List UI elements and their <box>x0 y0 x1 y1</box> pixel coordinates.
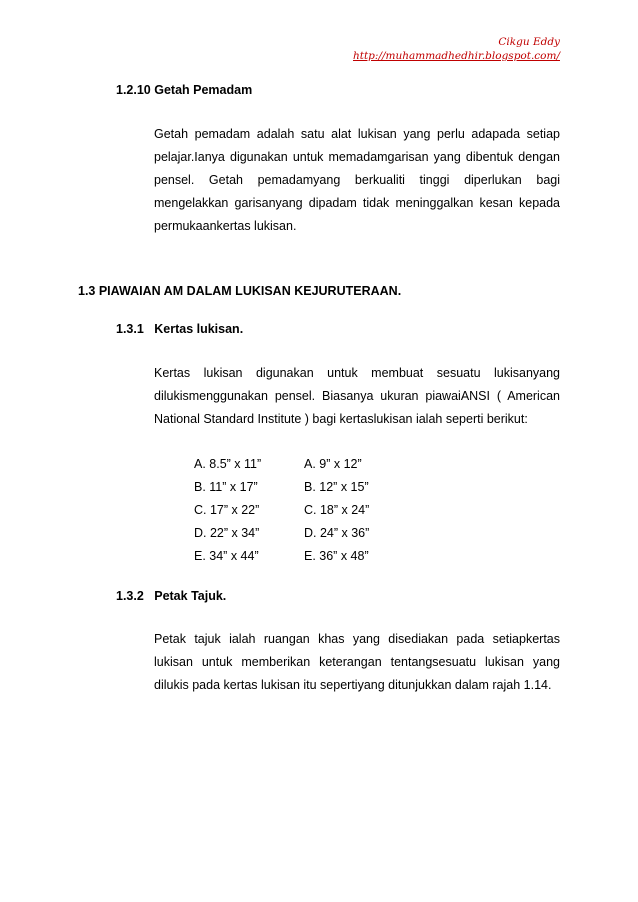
section-1-3-heading: 1.3 PIAWAIAN AM DALAM LUKISAN KEJURUTERAAN. <box>78 284 402 298</box>
section-1-3-1-heading <box>116 321 243 337</box>
list-item <box>194 545 494 568</box>
list-item <box>194 522 494 545</box>
section-number: 1.3.2 <box>116 589 144 603</box>
size-left: B. 11” x 17” <box>194 480 258 494</box>
section-1-3-1-paragraph: Kertas lukisan digunakan untuk membuat sesuatu lukisanyang dilukismenggunakan pensel. Biasanya ukuran piawaiANSI ( American National Standard Institute ) bagi kertaslukisan ialah seperti berikut: <box>154 366 560 426</box>
section-title: Petak Tajuk. <box>154 589 227 603</box>
section-title: Getah Pemadam <box>154 83 253 97</box>
list-item <box>194 453 494 476</box>
size-left: D. 22” x 34” <box>194 526 260 540</box>
size-left: A. 8.5” x 11” <box>194 457 262 471</box>
header-url-link[interactable]: http://muhammadhedhir.blogspot.com/ <box>352 50 560 62</box>
size-right: B. 12” x 15” <box>304 480 369 494</box>
section-number: 1.2.10 <box>116 83 151 97</box>
size-right: C. 18” x 24” <box>304 503 370 517</box>
section-number: 1.3.1 <box>116 322 144 336</box>
section-1-3-2-paragraph: Petak tajuk ialah ruangan khas yang disediakan pada setiapkertas lukisan untuk memberikan keterangan tentangsesuatu lukisan yang dilukis pada kertas lukisan itu sepertiyang ditunjukkan dalam rajah 1.14. <box>154 632 560 692</box>
section-title: Kertas lukisan. <box>154 322 244 336</box>
section-1-3-2-heading <box>116 588 226 604</box>
header-author: Cikgu Eddy <box>498 36 560 48</box>
size-right: A. 9” x 12” <box>304 457 362 471</box>
size-right: D. 24” x 36” <box>304 526 370 540</box>
section-1-2-10-paragraph: Getah pemadam adalah satu alat lukisan yang perlu adapada setiap pelajar.Ianya digunakan untuk memadamgarisan yang dibentuk dengan pensel. Getah pemadamyang berkualiti tinggi diperlukan bagi mengelakkan garisanyang dipadam tidak meninggalkan kesan kepada permukaankertas lukisan. <box>154 127 560 233</box>
section-1-2-10-heading <box>116 82 252 98</box>
paper-size-list <box>194 453 494 568</box>
size-right: E. 36” x 48” <box>304 549 369 563</box>
list-item <box>194 499 494 522</box>
size-left: E. 34” x 44” <box>194 549 259 563</box>
size-left: C. 17” x 22” <box>194 503 260 517</box>
list-item <box>194 476 494 499</box>
